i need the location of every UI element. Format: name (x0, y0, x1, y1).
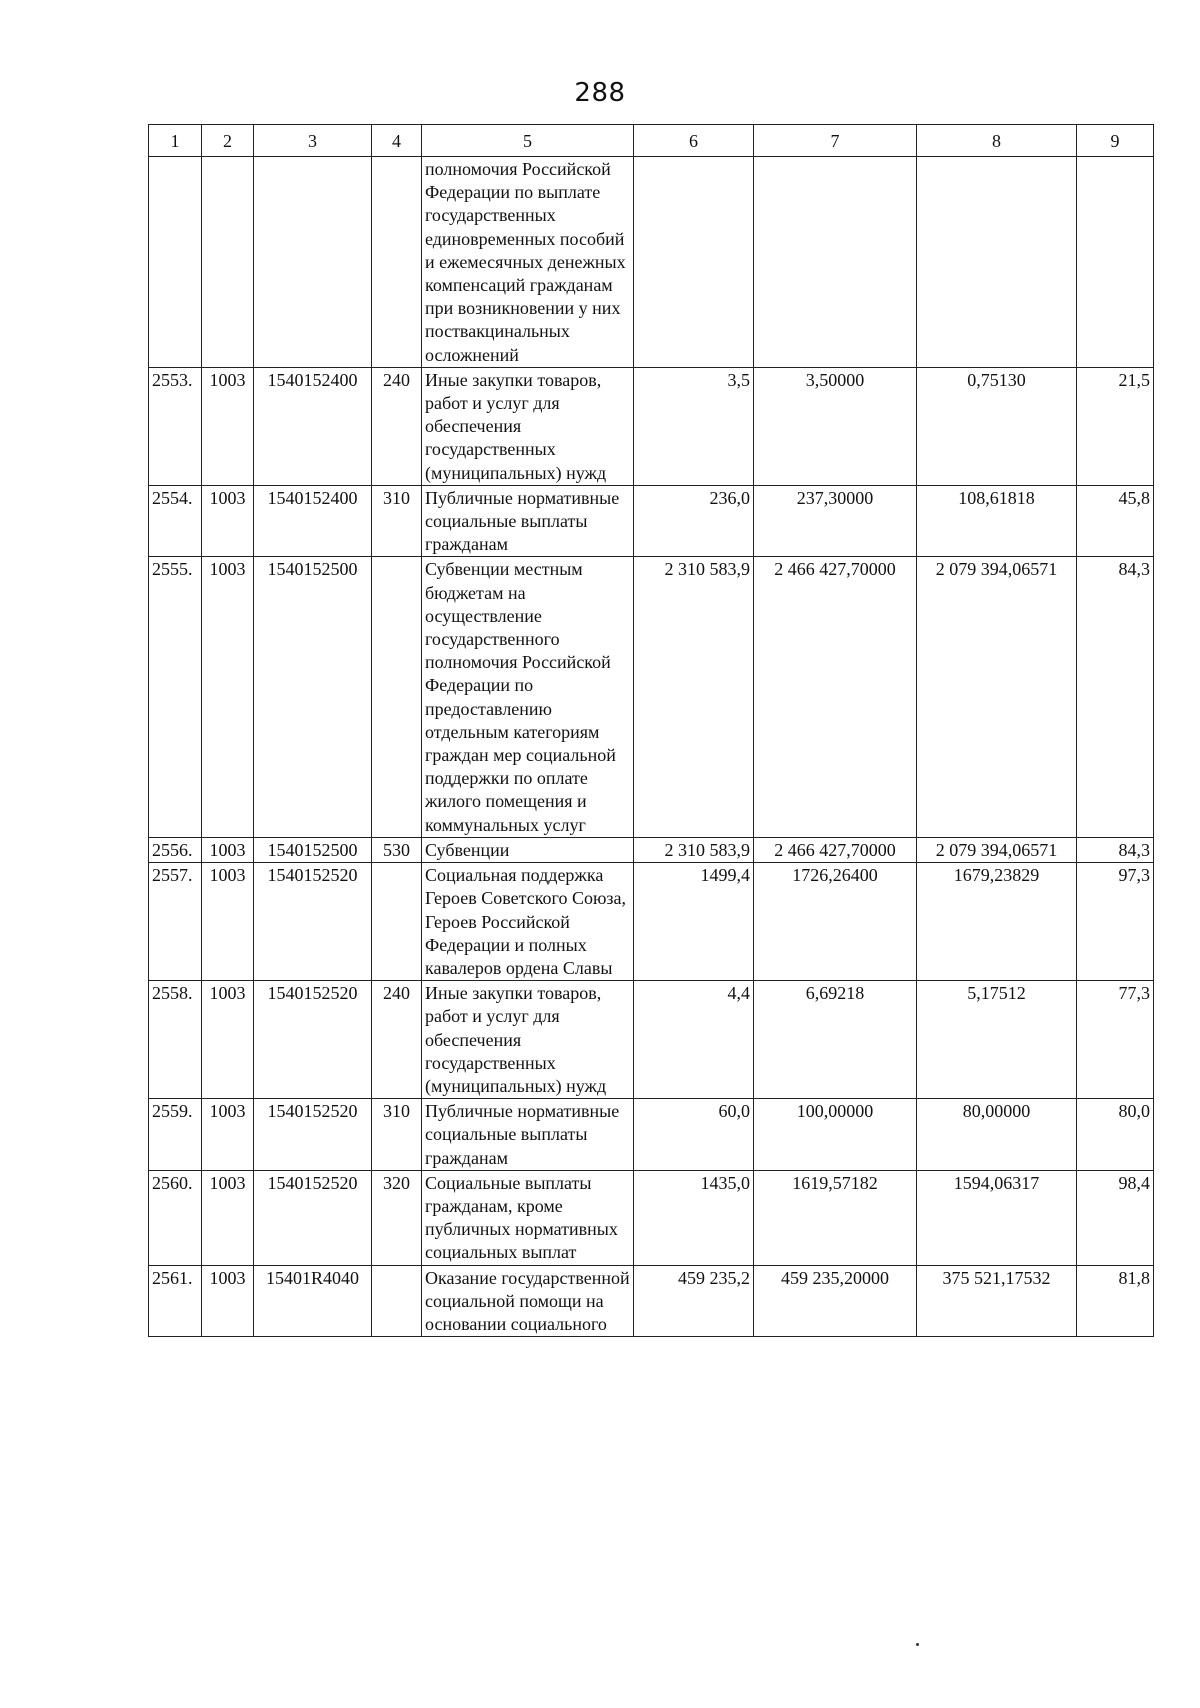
header-cell-7: 7 (754, 125, 917, 157)
section-code-cell: 1003 (202, 1099, 254, 1171)
executed-amount-cell: 375 521,17532 (917, 1265, 1077, 1337)
description-cell: Субвенции (422, 837, 634, 862)
description-cell: Публичные нормативные социальные выплаты гражданам (422, 1099, 634, 1171)
description-cell: Социальная поддержка Героев Советского Союза, Героев Российской Федерации и полных кавалеров ордена Славы (422, 863, 634, 981)
section-code-cell (202, 157, 254, 368)
executed-amount-cell: 108,61818 (917, 485, 1077, 557)
executed-amount-cell: 2 079 394,06571 (917, 837, 1077, 862)
target-article-cell: 1540152520 (254, 863, 372, 981)
planned-amount-cell: 236,0 (634, 485, 754, 557)
target-article-cell: 1540152520 (254, 1099, 372, 1171)
table-body (149, 157, 1154, 1337)
planned-amount-cell: 1435,0 (634, 1170, 754, 1265)
expense-type-cell (372, 557, 422, 837)
execution-percent-cell: 98,4 (1077, 1170, 1154, 1265)
executed-amount-cell: 1594,06317 (917, 1170, 1077, 1265)
header-cell-6: 6 (634, 125, 754, 157)
description-cell: Иные закупки товаров, работ и услуг для обеспечения государственных (муниципальных) нужд (422, 367, 634, 485)
row-number-cell: 2560. (149, 1170, 202, 1265)
section-code-cell: 1003 (202, 863, 254, 981)
expense-type-cell: 240 (372, 981, 422, 1099)
row-number-cell: 2554. (149, 485, 202, 557)
description-cell: полномочия Российской Федерации по выплате государственных единовременных пособий и ежемесячных денежных компенсаций гражданам при возникновении у них поствакцинальных осложнений (422, 157, 634, 368)
execution-percent-cell (1077, 157, 1154, 368)
execution-percent-cell: 84,3 (1077, 837, 1154, 862)
row-number-cell: 2556. (149, 837, 202, 862)
header-cell-1: 1 (149, 125, 202, 157)
executed-amount-cell: 0,75130 (917, 367, 1077, 485)
table-row (149, 367, 1154, 485)
planned-amount-cell: 2 310 583,9 (634, 557, 754, 837)
expense-type-cell (372, 1265, 422, 1337)
target-article-cell: 1540152520 (254, 981, 372, 1099)
row-number-cell: 2558. (149, 981, 202, 1099)
planned-amount-cell: 3,5 (634, 367, 754, 485)
expense-type-cell: 310 (372, 1099, 422, 1171)
row-number-cell (149, 157, 202, 368)
updated-plan-cell: 459 235,20000 (754, 1265, 917, 1337)
expense-type-cell (372, 157, 422, 368)
section-code-cell: 1003 (202, 367, 254, 485)
row-number-cell: 2553. (149, 367, 202, 485)
planned-amount-cell (634, 157, 754, 368)
table-row (149, 1170, 1154, 1265)
target-article-cell: 1540152500 (254, 837, 372, 862)
execution-percent-cell: 45,8 (1077, 485, 1154, 557)
target-article-cell: 1540152400 (254, 367, 372, 485)
table-row (149, 157, 1154, 368)
expense-type-cell: 530 (372, 837, 422, 862)
planned-amount-cell: 4,4 (634, 981, 754, 1099)
planned-amount-cell: 2 310 583,9 (634, 837, 754, 862)
table-row (149, 1099, 1154, 1171)
target-article-cell: 1540152500 (254, 557, 372, 837)
row-number-cell: 2561. (149, 1265, 202, 1337)
expense-type-cell (372, 863, 422, 981)
description-cell: Субвенции местным бюджетам на осуществление государственного полномочия Российской Федерации по предоставлению отдельным категориям граждан мер социальной поддержки по оплате жилого помещения и коммунальных услуг (422, 557, 634, 837)
expense-type-cell: 240 (372, 367, 422, 485)
updated-plan-cell: 2 466 427,70000 (754, 837, 917, 862)
table-row (149, 557, 1154, 837)
section-code-cell: 1003 (202, 837, 254, 862)
header-row (149, 125, 1154, 157)
scan-speck (916, 1643, 919, 1646)
execution-percent-cell: 97,3 (1077, 863, 1154, 981)
updated-plan-cell: 2 466 427,70000 (754, 557, 917, 837)
table-row (149, 485, 1154, 557)
execution-percent-cell: 84,3 (1077, 557, 1154, 837)
section-code-cell: 1003 (202, 557, 254, 837)
section-code-cell: 1003 (202, 981, 254, 1099)
table-row (149, 863, 1154, 981)
execution-percent-cell: 80,0 (1077, 1099, 1154, 1171)
budget-table (148, 124, 1154, 1337)
section-code-cell: 1003 (202, 485, 254, 557)
description-cell: Социальные выплаты гражданам, кроме публичных нормативных социальных выплат (422, 1170, 634, 1265)
executed-amount-cell: 5,17512 (917, 981, 1077, 1099)
expense-type-cell: 320 (372, 1170, 422, 1265)
table-row (149, 837, 1154, 862)
header-cell-4: 4 (372, 125, 422, 157)
executed-amount-cell: 2 079 394,06571 (917, 557, 1077, 837)
expense-type-cell: 310 (372, 485, 422, 557)
executed-amount-cell (917, 157, 1077, 368)
target-article-cell (254, 157, 372, 368)
updated-plan-cell: 6,69218 (754, 981, 917, 1099)
description-cell: Публичные нормативные социальные выплаты гражданам (422, 485, 634, 557)
page-number: 288 (574, 78, 626, 108)
header-cell-3: 3 (254, 125, 372, 157)
target-article-cell: 1540152520 (254, 1170, 372, 1265)
executed-amount-cell: 1679,23829 (917, 863, 1077, 981)
execution-percent-cell: 21,5 (1077, 367, 1154, 485)
updated-plan-cell: 1619,57182 (754, 1170, 917, 1265)
target-article-cell: 15401R4040 (254, 1265, 372, 1337)
updated-plan-cell: 1726,26400 (754, 863, 917, 981)
description-cell: Иные закупки товаров, работ и услуг для обеспечения государственных (муниципальных) нужд (422, 981, 634, 1099)
header-cell-9: 9 (1077, 125, 1154, 157)
execution-percent-cell: 81,8 (1077, 1265, 1154, 1337)
header-cell-2: 2 (202, 125, 254, 157)
executed-amount-cell: 80,00000 (917, 1099, 1077, 1171)
planned-amount-cell: 1499,4 (634, 863, 754, 981)
target-article-cell: 1540152400 (254, 485, 372, 557)
row-number-cell: 2555. (149, 557, 202, 837)
planned-amount-cell: 60,0 (634, 1099, 754, 1171)
updated-plan-cell: 237,30000 (754, 485, 917, 557)
execution-percent-cell: 77,3 (1077, 981, 1154, 1099)
header-cell-8: 8 (917, 125, 1077, 157)
updated-plan-cell: 3,50000 (754, 367, 917, 485)
header-cell-5: 5 (422, 125, 634, 157)
updated-plan-cell (754, 157, 917, 368)
description-cell: Оказание государственной социальной помощи на основании социального (422, 1265, 634, 1337)
table-row (149, 981, 1154, 1099)
table-row (149, 1265, 1154, 1337)
section-code-cell: 1003 (202, 1170, 254, 1265)
planned-amount-cell: 459 235,2 (634, 1265, 754, 1337)
updated-plan-cell: 100,00000 (754, 1099, 917, 1171)
row-number-cell: 2559. (149, 1099, 202, 1171)
row-number-cell: 2557. (149, 863, 202, 981)
section-code-cell: 1003 (202, 1265, 254, 1337)
